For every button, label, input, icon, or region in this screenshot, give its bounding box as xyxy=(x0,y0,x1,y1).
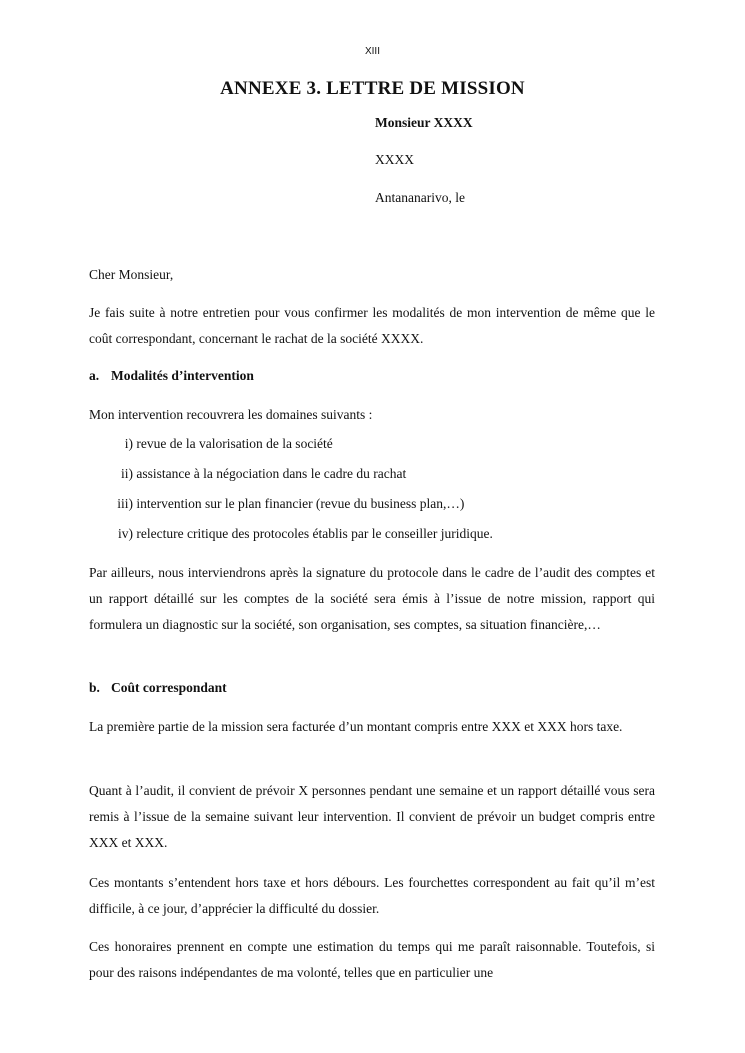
list-item xyxy=(89,496,464,512)
list-item-text: assistance à la négociation dans le cadre du rachat xyxy=(136,466,407,481)
section-a-label: a. xyxy=(89,368,100,383)
intro-paragraph: Je fais suite à notre entretien pour vous confirmer les modalités de mon intervention de même que le coût correspondant, concernant le rachat de la société XXXX. xyxy=(89,305,655,346)
list-item-number: i) xyxy=(124,436,133,451)
section-a-paragraph: Par ailleurs, nous interviendrons après la signature du protocole dans le cadre de l’audit des comptes et un rapport détaillé sur les comptes de la société sera émis à l’issue de notre mission, rapport qui formulera un diagnostic sur la société, son organisation, ses comptes, sa situation financière,… xyxy=(89,565,655,632)
section-a-title: Modalités d’intervention xyxy=(111,368,254,383)
list-item-number: ii) xyxy=(121,466,133,481)
list-item-number: iv) xyxy=(118,526,133,541)
recipient-name: Monsieur XXXX xyxy=(375,115,473,130)
section-b-paragraph: Ces montants s’entendent hors taxe et hors débours. Les fourchettes correspondent au fait qu’il m’est difficile, à ce jour, d’apprécier la difficulté du dossier. xyxy=(89,875,655,916)
section-b-heading xyxy=(89,680,227,696)
list-item-text: revue de la valorisation de la société xyxy=(136,436,333,451)
place-date-line: Antananarivo, le xyxy=(375,190,465,205)
salutation: Cher Monsieur, xyxy=(89,267,174,282)
section-a-heading xyxy=(89,368,254,384)
list-item xyxy=(89,526,493,542)
page-number: XIII xyxy=(364,46,380,57)
list-item-text: intervention sur le plan financier (revue du business plan,…) xyxy=(136,496,465,511)
section-b-paragraph: La première partie de la mission sera facturée d’un montant compris entre XXX et XXX hors taxe. xyxy=(89,719,623,734)
list-item-text: relecture critique des protocoles établis par le conseiller juridique. xyxy=(136,526,493,541)
annex-title: ANNEXE 3. LETTRE DE MISSION xyxy=(220,78,525,99)
section-b-paragraph: Ces honoraires prennent en compte une estimation du temps qui me paraît raisonnable. Toutefois, si pour des raisons indépendantes de ma volonté, telles que en particulier une xyxy=(89,939,655,980)
section-b-title: Coût correspondant xyxy=(111,680,227,695)
list-item xyxy=(89,466,406,482)
section-b-label: b. xyxy=(89,680,100,695)
section-b-paragraph: Quant à l’audit, il convient de prévoir X personnes pendant une semaine et un rapport détaillé vous sera remis à l’issue de la semaine suivant leur intervention. Il convient de prévoir un budget compris entre XXX et XXX. xyxy=(89,783,655,850)
list-item-number: iii) xyxy=(117,496,133,511)
section-a-lead: Mon intervention recouvrera les domaines suivants : xyxy=(89,407,373,422)
recipient-line: XXXX xyxy=(375,152,414,167)
list-item xyxy=(89,436,333,452)
